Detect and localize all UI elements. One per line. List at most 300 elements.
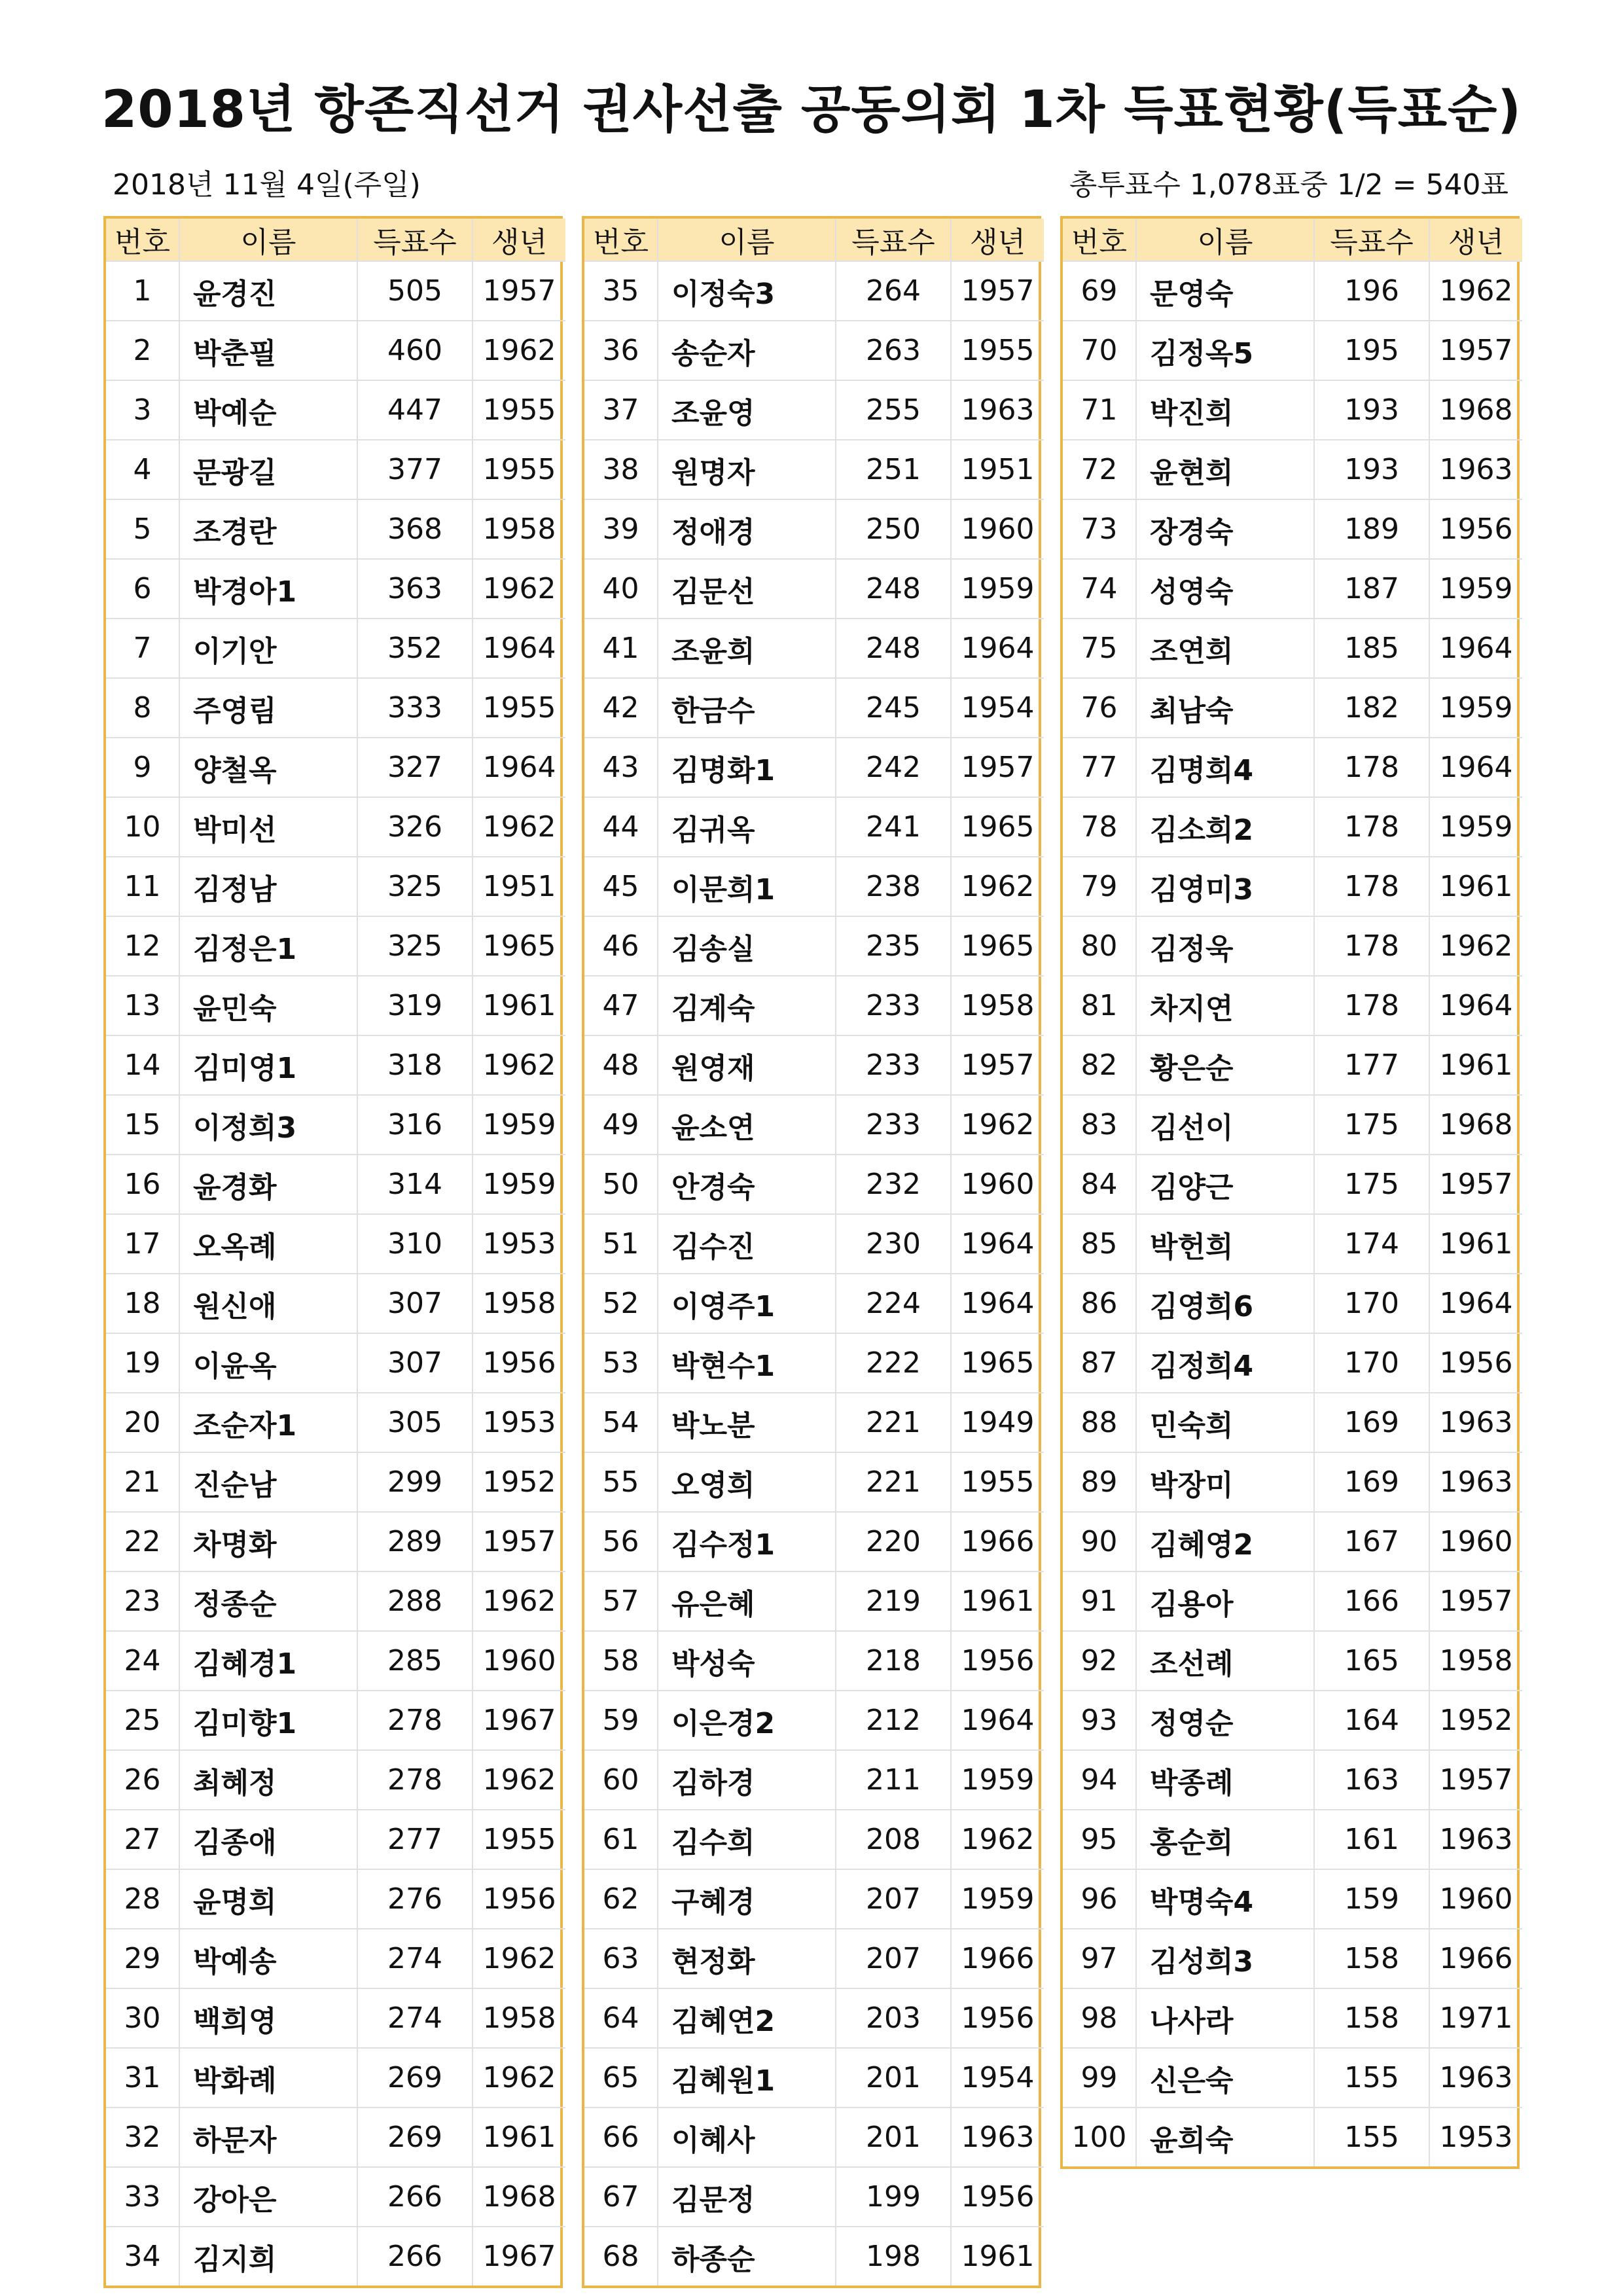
birth-year-cell: 1955: [473, 440, 565, 499]
election-date: 2018년 11월 4일(주일): [113, 168, 421, 202]
birth-year-cell: 1963: [1429, 440, 1522, 499]
rank-cell: 33: [106, 2167, 179, 2227]
birth-year-cell: 1960: [951, 499, 1044, 559]
header-name: 이름: [1136, 219, 1314, 261]
table-row: [106, 1155, 565, 1214]
rank-cell: 8: [106, 678, 179, 738]
rank-cell: 19: [106, 1333, 179, 1393]
table-row: [106, 976, 565, 1035]
rank-cell: 76: [1063, 678, 1136, 738]
birth-year-cell: 1968: [473, 2167, 565, 2227]
birth-year-cell: 1961: [1429, 857, 1522, 916]
votes-cell: 178: [1314, 738, 1429, 797]
rank-cell: 14: [106, 1035, 179, 1095]
votes-cell: 230: [836, 1214, 951, 1274]
table-row: [1063, 1988, 1522, 2048]
table-row: [1063, 619, 1522, 678]
birth-year-cell: 1961: [473, 976, 565, 1035]
name-cell: 조순자1: [179, 1393, 357, 1452]
name-cell: 최남숙: [1136, 678, 1314, 738]
table-row: [584, 440, 1044, 499]
name-cell: 박헌희: [1136, 1214, 1314, 1274]
votes-cell: 242: [836, 738, 951, 797]
votes-cell: 196: [1314, 261, 1429, 321]
votes-cell: 224: [836, 1274, 951, 1333]
rank-cell: 66: [584, 2108, 658, 2167]
name-cell: 원명자: [658, 440, 836, 499]
birth-year-cell: 1961: [951, 2227, 1044, 2286]
table-row: [584, 2167, 1044, 2227]
votes-cell: 326: [357, 797, 473, 857]
rank-cell: 43: [584, 738, 658, 797]
table-row: [1063, 1452, 1522, 1512]
table-row: [106, 916, 565, 976]
name-cell: 박화례: [179, 2048, 357, 2108]
birth-year-cell: 1961: [1429, 1035, 1522, 1095]
name-cell: 김정욱: [1136, 916, 1314, 976]
birth-year-cell: 1962: [473, 1750, 565, 1810]
birth-year-cell: 1966: [1429, 1929, 1522, 1988]
table-row: [584, 1869, 1044, 1929]
name-cell: 윤경진: [179, 261, 357, 321]
rank-cell: 27: [106, 1810, 179, 1869]
birth-year-cell: 1956: [951, 2167, 1044, 2227]
rank-cell: 100: [1063, 2108, 1136, 2166]
votes-cell: 325: [357, 857, 473, 916]
votes-cell: 233: [836, 1095, 951, 1155]
votes-cell: 165: [1314, 1631, 1429, 1691]
table-row: [106, 1571, 565, 1631]
name-cell: 김정옥5: [1136, 321, 1314, 380]
header-row: [1063, 219, 1522, 261]
votes-cell: 307: [357, 1333, 473, 1393]
votes-cell: 163: [1314, 1750, 1429, 1810]
rank-cell: 84: [1063, 1155, 1136, 1214]
rank-cell: 70: [1063, 321, 1136, 380]
birth-year-cell: 1957: [1429, 1571, 1522, 1631]
name-cell: 나사라: [1136, 1988, 1314, 2048]
name-cell: 현정화: [658, 1929, 836, 1988]
name-cell: 윤소연: [658, 1095, 836, 1155]
rank-cell: 47: [584, 976, 658, 1035]
rank-cell: 7: [106, 619, 179, 678]
name-cell: 안경숙: [658, 1155, 836, 1214]
table-row: [584, 1214, 1044, 1274]
votes-cell: 266: [357, 2167, 473, 2227]
vote-summary: 총투표수 1,078표중 1/2 = 540표: [1069, 168, 1508, 202]
table-row: [584, 1571, 1044, 1631]
rank-cell: 36: [584, 321, 658, 380]
votes-cell: 203: [836, 1988, 951, 2048]
name-cell: 조경란: [179, 499, 357, 559]
name-cell: 하문자: [179, 2108, 357, 2167]
table-row: [1063, 440, 1522, 499]
name-cell: 박현수1: [658, 1333, 836, 1393]
votes-cell: 238: [836, 857, 951, 916]
rank-cell: 73: [1063, 499, 1136, 559]
rank-cell: 86: [1063, 1274, 1136, 1333]
table-row: [584, 2048, 1044, 2108]
birth-year-cell: 1964: [1429, 738, 1522, 797]
table-row: [584, 916, 1044, 976]
votes-cell: 155: [1314, 2048, 1429, 2108]
rank-cell: 62: [584, 1869, 658, 1929]
table-row: [1063, 976, 1522, 1035]
name-cell: 오옥례: [179, 1214, 357, 1274]
birth-year-cell: 1964: [473, 738, 565, 797]
votes-cell: 235: [836, 916, 951, 976]
results-table-3: [1060, 216, 1520, 2169]
name-cell: 양철옥: [179, 738, 357, 797]
rank-cell: 5: [106, 499, 179, 559]
birth-year-cell: 1959: [951, 1869, 1044, 1929]
table-row: [106, 1988, 565, 2048]
name-cell: 박성숙: [658, 1631, 836, 1691]
name-cell: 신은숙: [1136, 2048, 1314, 2108]
rank-cell: 34: [106, 2227, 179, 2286]
votes-cell: 288: [357, 1571, 473, 1631]
rank-cell: 41: [584, 619, 658, 678]
birth-year-cell: 1962: [951, 1810, 1044, 1869]
birth-year-cell: 1956: [951, 1631, 1044, 1691]
table-row: [584, 1452, 1044, 1512]
table-row: [106, 440, 565, 499]
table-row: [1063, 1393, 1522, 1452]
rank-cell: 2: [106, 321, 179, 380]
birth-year-cell: 1968: [1429, 380, 1522, 440]
birth-year-cell: 1959: [1429, 559, 1522, 619]
rank-cell: 67: [584, 2167, 658, 2227]
table-row: [106, 499, 565, 559]
name-cell: 박예송: [179, 1929, 357, 1988]
votes-cell: 352: [357, 619, 473, 678]
votes-cell: 158: [1314, 1929, 1429, 1988]
rank-cell: 57: [584, 1571, 658, 1631]
votes-cell: 219: [836, 1571, 951, 1631]
name-cell: 윤희숙: [1136, 2108, 1314, 2166]
birth-year-cell: 1956: [473, 1333, 565, 1393]
name-cell: 이정희3: [179, 1095, 357, 1155]
birth-year-cell: 1961: [951, 1571, 1044, 1631]
table-row: [106, 1869, 565, 1929]
name-cell: 김문정: [658, 2167, 836, 2227]
rank-cell: 79: [1063, 857, 1136, 916]
rank-cell: 91: [1063, 1571, 1136, 1631]
name-cell: 김혜영2: [1136, 1512, 1314, 1571]
table-row: [1063, 1631, 1522, 1691]
votes-cell: 248: [836, 619, 951, 678]
table-row: [106, 619, 565, 678]
table-row: [1063, 2048, 1522, 2108]
birth-year-cell: 1959: [951, 1750, 1044, 1810]
votes-cell: 274: [357, 1929, 473, 1988]
votes-cell: 195: [1314, 321, 1429, 380]
table-row: [106, 2048, 565, 2108]
rank-cell: 25: [106, 1691, 179, 1750]
rank-cell: 3: [106, 380, 179, 440]
birth-year-cell: 1964: [951, 1274, 1044, 1333]
results-grid: [106, 219, 565, 2286]
votes-cell: 158: [1314, 1988, 1429, 2048]
birth-year-cell: 1959: [951, 559, 1044, 619]
name-cell: 박예순: [179, 380, 357, 440]
rank-cell: 80: [1063, 916, 1136, 976]
birth-year-cell: 1957: [473, 261, 565, 321]
rank-cell: 48: [584, 1035, 658, 1095]
table-row: [584, 678, 1044, 738]
votes-cell: 166: [1314, 1571, 1429, 1631]
birth-year-cell: 1962: [1429, 261, 1522, 321]
header-number: 번호: [1063, 219, 1136, 261]
table-row: [584, 559, 1044, 619]
votes-cell: 182: [1314, 678, 1429, 738]
name-cell: 박장미: [1136, 1452, 1314, 1512]
votes-cell: 193: [1314, 440, 1429, 499]
votes-cell: 263: [836, 321, 951, 380]
rank-cell: 37: [584, 380, 658, 440]
votes-cell: 159: [1314, 1869, 1429, 1929]
name-cell: 김양근: [1136, 1155, 1314, 1214]
birth-year-cell: 1958: [473, 1274, 565, 1333]
votes-cell: 232: [836, 1155, 951, 1214]
birth-year-cell: 1962: [473, 2048, 565, 2108]
header-votes: 득표수: [1314, 219, 1429, 261]
birth-year-cell: 1965: [473, 916, 565, 976]
table-row: [1063, 678, 1522, 738]
rank-cell: 56: [584, 1512, 658, 1571]
name-cell: 이영주1: [658, 1274, 836, 1333]
birth-year-cell: 1958: [473, 499, 565, 559]
name-cell: 이혜사: [658, 2108, 836, 2167]
rank-cell: 88: [1063, 1393, 1136, 1452]
rank-cell: 4: [106, 440, 179, 499]
birth-year-cell: 1962: [473, 559, 565, 619]
table-row: [106, 2167, 565, 2227]
name-cell: 박춘필: [179, 321, 357, 380]
birth-year-cell: 1963: [951, 2108, 1044, 2167]
votes-cell: 167: [1314, 1512, 1429, 1571]
results-grid: [584, 219, 1044, 2286]
table-row: [106, 738, 565, 797]
table-row: [106, 1750, 565, 1810]
name-cell: 이은경2: [658, 1691, 836, 1750]
birth-year-cell: 1959: [473, 1155, 565, 1214]
votes-cell: 221: [836, 1393, 951, 1452]
name-cell: 문광길: [179, 440, 357, 499]
votes-cell: 169: [1314, 1452, 1429, 1512]
table-row: [1063, 1214, 1522, 1274]
birth-year-cell: 1951: [473, 857, 565, 916]
birth-year-cell: 1955: [951, 1452, 1044, 1512]
name-cell: 진순남: [179, 1452, 357, 1512]
name-cell: 박노분: [658, 1393, 836, 1452]
name-cell: 김계숙: [658, 976, 836, 1035]
rank-cell: 95: [1063, 1810, 1136, 1869]
votes-cell: 327: [357, 738, 473, 797]
table-row: [584, 738, 1044, 797]
rank-cell: 87: [1063, 1333, 1136, 1393]
table-row: [106, 678, 565, 738]
name-cell: 박경아1: [179, 559, 357, 619]
rank-cell: 59: [584, 1691, 658, 1750]
table-row: [584, 1095, 1044, 1155]
rank-cell: 98: [1063, 1988, 1136, 2048]
rank-cell: 83: [1063, 1095, 1136, 1155]
birth-year-cell: 1965: [951, 1333, 1044, 1393]
birth-year-cell: 1962: [951, 857, 1044, 916]
birth-year-cell: 1953: [473, 1214, 565, 1274]
name-cell: 정종순: [179, 1571, 357, 1631]
table-row: [106, 797, 565, 857]
birth-year-cell: 1961: [473, 2108, 565, 2167]
votes-cell: 305: [357, 1393, 473, 1452]
header-votes: 득표수: [357, 219, 473, 261]
rank-cell: 61: [584, 1810, 658, 1869]
rank-cell: 18: [106, 1274, 179, 1333]
name-cell: 조연희: [1136, 619, 1314, 678]
votes-cell: 250: [836, 499, 951, 559]
header-votes: 득표수: [836, 219, 951, 261]
table-row: [106, 380, 565, 440]
rank-cell: 9: [106, 738, 179, 797]
table-row: [584, 1631, 1044, 1691]
name-cell: 윤민숙: [179, 976, 357, 1035]
votes-cell: 251: [836, 440, 951, 499]
table-row: [106, 2227, 565, 2286]
header-name: 이름: [658, 219, 836, 261]
rank-cell: 10: [106, 797, 179, 857]
table-row: [1063, 916, 1522, 976]
name-cell: 김혜연2: [658, 1988, 836, 2048]
rank-cell: 22: [106, 1512, 179, 1571]
table-row: [1063, 559, 1522, 619]
name-cell: 김수진: [658, 1214, 836, 1274]
table-row: [106, 559, 565, 619]
birth-year-cell: 1958: [951, 976, 1044, 1035]
birth-year-cell: 1964: [951, 1214, 1044, 1274]
name-cell: 김선이: [1136, 1095, 1314, 1155]
table-row: [1063, 2108, 1522, 2166]
table-row: [584, 1393, 1044, 1452]
name-cell: 김종애: [179, 1810, 357, 1869]
birth-year-cell: 1954: [951, 2048, 1044, 2108]
rank-cell: 32: [106, 2108, 179, 2167]
rank-cell: 60: [584, 1750, 658, 1810]
name-cell: 김미영1: [179, 1035, 357, 1095]
name-cell: 최혜정: [179, 1750, 357, 1810]
votes-cell: 222: [836, 1333, 951, 1393]
name-cell: 조윤희: [658, 619, 836, 678]
birth-year-cell: 1951: [951, 440, 1044, 499]
rank-cell: 53: [584, 1333, 658, 1393]
birth-year-cell: 1965: [951, 916, 1044, 976]
name-cell: 김명화1: [658, 738, 836, 797]
votes-cell: 255: [836, 380, 951, 440]
votes-cell: 241: [836, 797, 951, 857]
table-row: [584, 2108, 1044, 2167]
name-cell: 김정남: [179, 857, 357, 916]
rank-cell: 16: [106, 1155, 179, 1214]
rank-cell: 1: [106, 261, 179, 321]
header-number: 번호: [584, 219, 658, 261]
name-cell: 정애경: [658, 499, 836, 559]
name-cell: 김정희4: [1136, 1333, 1314, 1393]
birth-year-cell: 1958: [473, 1988, 565, 2048]
rank-cell: 51: [584, 1214, 658, 1274]
table-row: [106, 321, 565, 380]
name-cell: 박미선: [179, 797, 357, 857]
votes-cell: 299: [357, 1452, 473, 1512]
rank-cell: 77: [1063, 738, 1136, 797]
votes-cell: 175: [1314, 1155, 1429, 1214]
rank-cell: 20: [106, 1393, 179, 1452]
table-row: [1063, 380, 1522, 440]
rank-cell: 42: [584, 678, 658, 738]
birth-year-cell: 1960: [1429, 1512, 1522, 1571]
table-row: [584, 1512, 1044, 1571]
name-cell: 홍순희: [1136, 1810, 1314, 1869]
birth-year-cell: 1957: [1429, 1155, 1522, 1214]
votes-cell: 155: [1314, 2108, 1429, 2166]
table-row: [584, 321, 1044, 380]
name-cell: 이윤옥: [179, 1333, 357, 1393]
name-cell: 하종순: [658, 2227, 836, 2286]
birth-year-cell: 1952: [1429, 1691, 1522, 1750]
birth-year-cell: 1962: [1429, 916, 1522, 976]
birth-year-cell: 1949: [951, 1393, 1044, 1452]
name-cell: 김수희: [658, 1810, 836, 1869]
votes-cell: 177: [1314, 1035, 1429, 1095]
name-cell: 김귀옥: [658, 797, 836, 857]
votes-cell: 447: [357, 380, 473, 440]
header-row: [106, 219, 565, 261]
name-cell: 박진희: [1136, 380, 1314, 440]
votes-cell: 368: [357, 499, 473, 559]
table-row: [1063, 797, 1522, 857]
table-row: [106, 1095, 565, 1155]
rank-cell: 93: [1063, 1691, 1136, 1750]
rank-cell: 55: [584, 1452, 658, 1512]
birth-year-cell: 1955: [473, 1810, 565, 1869]
votes-cell: 201: [836, 2048, 951, 2108]
votes-cell: 174: [1314, 1214, 1429, 1274]
name-cell: 이기안: [179, 619, 357, 678]
table-row: [1063, 1035, 1522, 1095]
name-cell: 김하경: [658, 1750, 836, 1810]
table-row: [1063, 1095, 1522, 1155]
rank-cell: 24: [106, 1631, 179, 1691]
rank-cell: 28: [106, 1869, 179, 1929]
votes-cell: 170: [1314, 1274, 1429, 1333]
birth-year-cell: 1966: [951, 1512, 1044, 1571]
rank-cell: 96: [1063, 1869, 1136, 1929]
birth-year-cell: 1964: [951, 1691, 1044, 1750]
table-row: [1063, 261, 1522, 321]
table-row: [106, 1810, 565, 1869]
rank-cell: 90: [1063, 1512, 1136, 1571]
table-row: [106, 1393, 565, 1452]
table-row: [584, 976, 1044, 1035]
name-cell: 김수정1: [658, 1512, 836, 1571]
votes-cell: 161: [1314, 1810, 1429, 1869]
table-row: [106, 1512, 565, 1571]
table-row: [1063, 1512, 1522, 1571]
table-row: [1063, 1691, 1522, 1750]
birth-year-cell: 1957: [951, 738, 1044, 797]
votes-cell: 211: [836, 1750, 951, 1810]
rank-cell: 78: [1063, 797, 1136, 857]
table-row: [106, 1631, 565, 1691]
